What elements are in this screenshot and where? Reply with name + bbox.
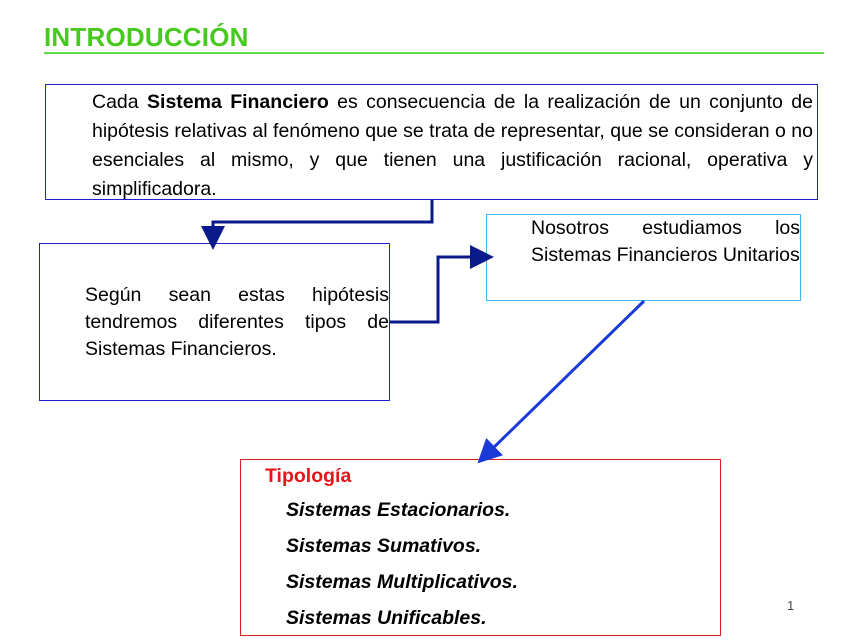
intro-prefix: Cada: [92, 91, 148, 113]
hypotheses-text: Según sean estas hipótesis tendremos diferentes tipos de Sistemas Financieros.: [85, 284, 389, 360]
intro-bold-term: Sistema Financiero: [147, 91, 329, 113]
connector-hypotheses-to-unitary: [390, 257, 482, 322]
page-number: 1: [787, 598, 795, 613]
connector-unitary-to-typology: [486, 301, 644, 455]
page-title: INTRODUCCIÓN: [44, 22, 249, 52]
intro-rest: es consecuencia de la realización de un conjunto de hipótesis relativas al fenómeno que se trata de representar, que se consideran o no esenciales al mismo, y que tienen una justificación racional, operativa y simplificadora.: [92, 91, 813, 200]
typology-item: Sistemas Estacionarios.: [286, 499, 511, 521]
typology-item: Sistemas Multiplicativos.: [286, 571, 518, 593]
connector-intro-to-hypotheses: [213, 200, 432, 238]
typology-item: Sistemas Unificables.: [286, 607, 487, 629]
typology-item: Sistemas Sumativos.: [286, 535, 482, 557]
unitary-systems-text: Nosotros estudiamos los Sistemas Financieros Unitarios: [531, 217, 800, 266]
typology-heading: Tipología: [265, 465, 352, 487]
